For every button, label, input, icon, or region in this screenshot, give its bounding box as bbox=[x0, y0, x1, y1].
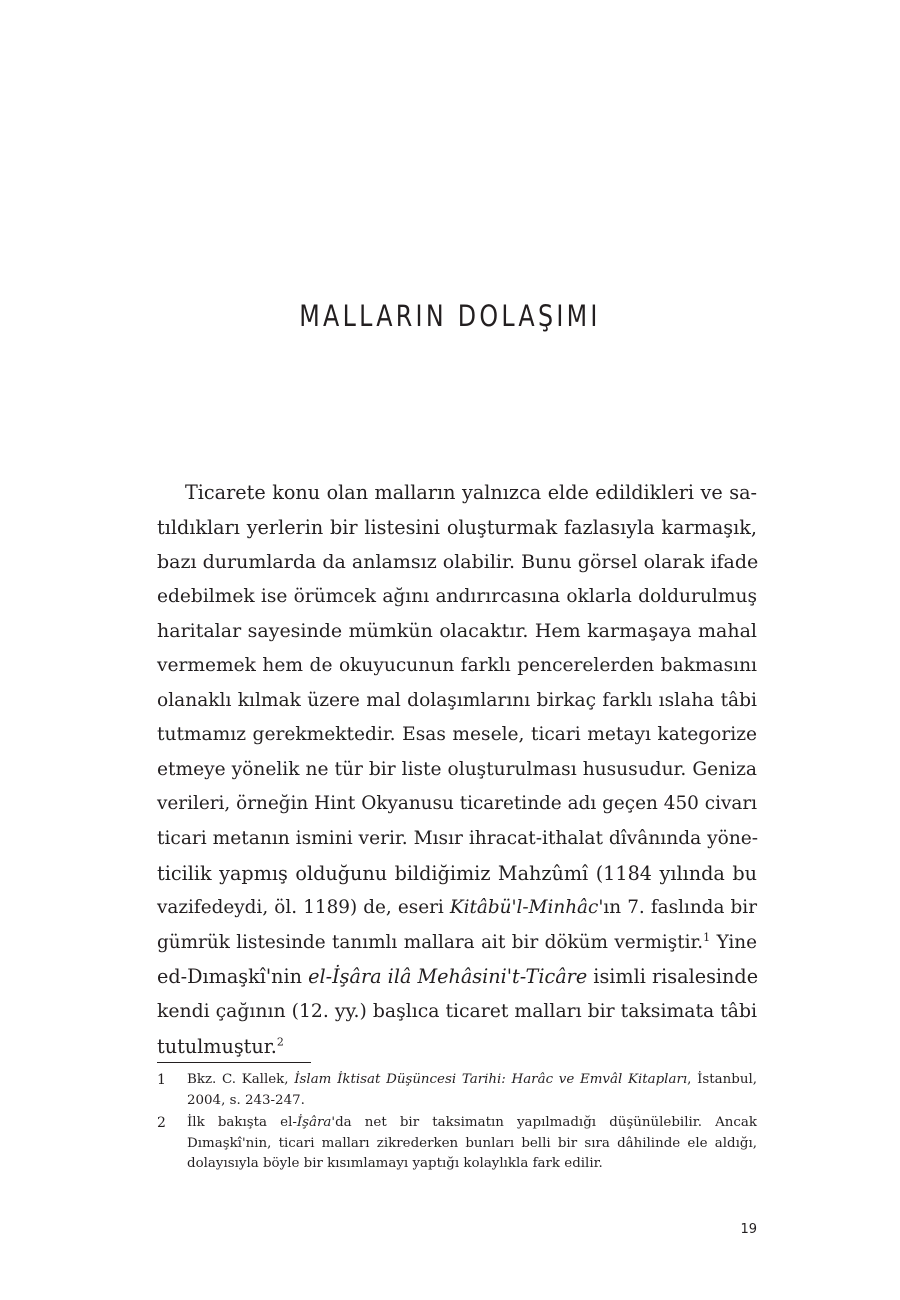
text-run: , İstanbul, bbox=[687, 1072, 757, 1087]
text-run: isimli risalesinde bbox=[587, 965, 759, 989]
footnote-line bbox=[187, 1113, 757, 1134]
footnote-line: dolayısıyla böyle bir kısımlamayı yaptığı kolaylıkla fark edilir. bbox=[187, 1156, 603, 1171]
body-paragraph bbox=[157, 476, 757, 1064]
paragraph-line: kendi çağının (12. yy.) başlıca ticaret malları bir taksimata tâbi bbox=[157, 1000, 757, 1022]
paragraph-line: edebilmek ise örümcek ağını andırırcasına oklarla doldurulmuş bbox=[157, 585, 757, 607]
text-run: gümrük listesinde tanımlı mallara ait bir döküm vermiştir. bbox=[157, 931, 704, 953]
paragraph-line: haritalar sayesinde mümkün olacaktır. Hem karmaşaya mahal bbox=[157, 620, 757, 643]
paragraph-line: bazı durumlarda da anlamsız olabilir. Bunu görsel olarak ifade bbox=[157, 551, 759, 574]
page-number: 19 bbox=[740, 1222, 757, 1237]
text-run: Yine bbox=[710, 931, 758, 953]
footnotes bbox=[157, 1070, 757, 1177]
book-title-italic: İslam İktisat Düşüncesi Tarihi: Harâc ve Emvâl Kitapları bbox=[294, 1072, 688, 1087]
paragraph-line: vermemek hem de okuyucunun farklı pencerelerden bakmasını bbox=[157, 654, 757, 676]
text-run: ed-Dımaşkî'nin bbox=[157, 965, 309, 989]
chapter-title: MALLARIN DOLAŞIMI bbox=[299, 299, 601, 334]
text-run: 'ın 7. faslında bir bbox=[598, 897, 757, 919]
paragraph-line: verileri, örneğin Hint Okyanusu ticaretinde adı geçen 450 civarı bbox=[157, 793, 757, 815]
footnote-divider bbox=[157, 1062, 311, 1063]
footnote-2 bbox=[157, 1113, 757, 1175]
footnote-1 bbox=[157, 1070, 757, 1111]
paragraph-line: ticari metanın ismini verir. Mısır ihracat-ithalat dîvânında yöne- bbox=[157, 827, 759, 849]
paragraph-line bbox=[157, 926, 757, 961]
paragraph-line: olanaklı kılmak üzere mal dolaşımlarını birkaç farklı ıslaha tâbi bbox=[157, 689, 757, 711]
text-run: 'da net bir taksimatın yapılmadığı düşünülebilir. Ancak bbox=[331, 1115, 757, 1130]
paragraph-line: ticilik yapmış olduğunu bildiğimiz Mahzûmî (1184 yılında bu bbox=[157, 861, 757, 885]
book-title-italic: İşâra bbox=[296, 1115, 332, 1130]
paragraph-line: Ticarete konu olan malların yalnızca elde edildikleri ve sa- bbox=[185, 481, 757, 504]
footnote-line: Dımaşkî'nin, ticari malları zikrederken bunları belli bir sıra dâhilinde ele aldığı, bbox=[187, 1135, 757, 1151]
book-title-italic: Kitâbü'l-Minhâc bbox=[449, 897, 599, 919]
text-run: vazifedeydi, öl. 1189) de, eseri bbox=[157, 897, 450, 919]
paragraph-line bbox=[157, 1030, 757, 1065]
paragraph-line: tıldıkları yerlerin bir listesini oluşturmak fazlasıyla karmaşık, bbox=[157, 515, 757, 539]
footnote-number: 2 bbox=[157, 1115, 166, 1131]
paragraph-line: tutmamız gerekmektedir. Esas mesele, ticari metayı kategorize bbox=[157, 724, 757, 746]
book-title-italic: el-İşâra ilâ Mehâsini't-Ticâre bbox=[308, 965, 588, 989]
footnote-number: 1 bbox=[157, 1072, 166, 1088]
footnote-ref-1[interactable]: 1 bbox=[703, 930, 711, 944]
footnote-ref-2[interactable]: 2 bbox=[276, 1035, 284, 1049]
paragraph-line: etmeye yönelik ne tür bir liste oluşturulması hususudur. Geniza bbox=[157, 758, 757, 780]
paragraph-line bbox=[157, 960, 757, 995]
text-run: İlk bakışta el- bbox=[187, 1115, 297, 1130]
paragraph-line bbox=[157, 891, 757, 926]
text-run: Bkz. C. Kallek, bbox=[187, 1072, 295, 1087]
footnote-line bbox=[187, 1070, 757, 1091]
footnote-line: 2004, s. 243-247. bbox=[187, 1092, 305, 1108]
text-run: tutulmuştur. bbox=[157, 1034, 277, 1058]
